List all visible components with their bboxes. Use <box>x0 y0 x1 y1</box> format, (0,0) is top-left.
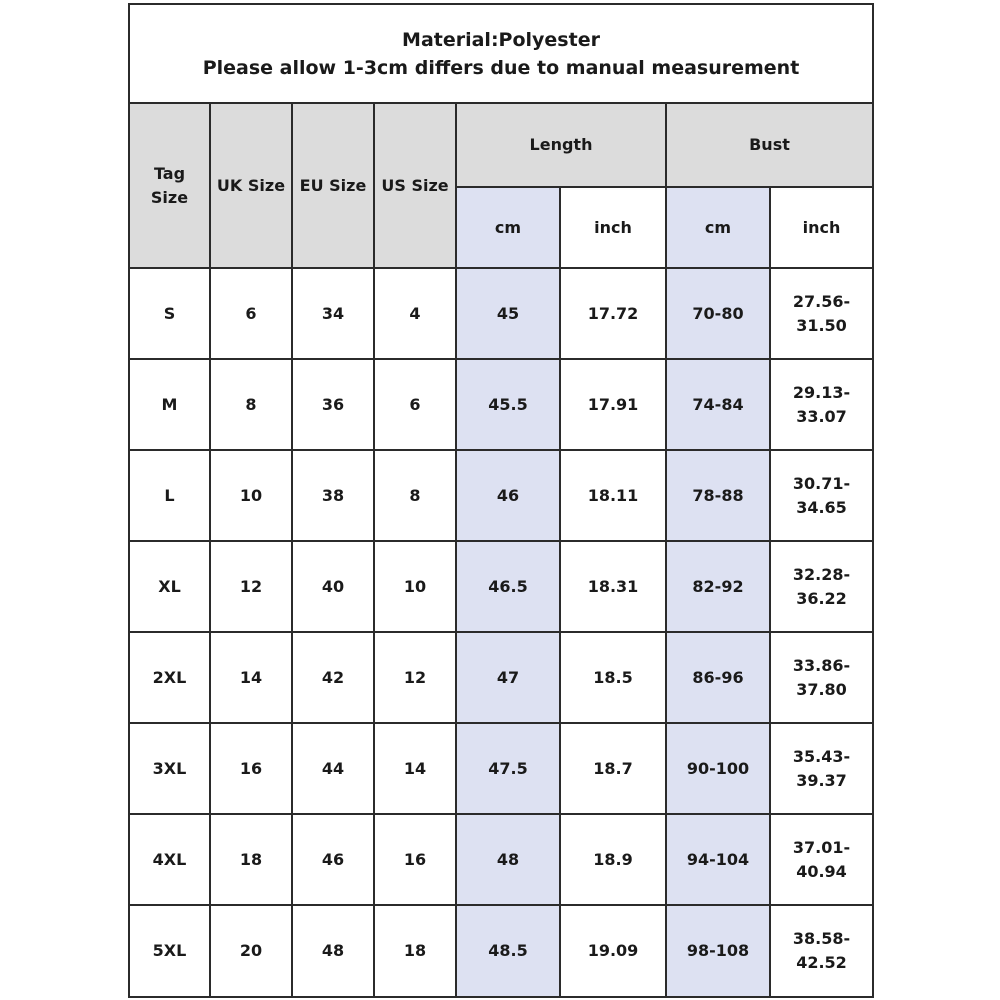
cell-eu-size: 44 <box>293 724 375 815</box>
cell-tag-size: 4XL <box>130 815 211 906</box>
cell-uk-size: 10 <box>211 451 293 542</box>
cell-eu-size: 34 <box>293 269 375 360</box>
cell-us-size: 14 <box>375 724 457 815</box>
cell-length-inch: 18.11 <box>561 451 667 542</box>
measurement-note: Please allow 1-3cm differs due to manual measurement <box>202 56 800 79</box>
cell-eu-size: 38 <box>293 451 375 542</box>
header-length-inch: inch <box>561 188 667 269</box>
cell-length-inch: 17.91 <box>561 360 667 451</box>
cell-length-inch: 18.31 <box>561 542 667 633</box>
cell-us-size: 4 <box>375 269 457 360</box>
cell-bust-cm: 82-92 <box>667 542 771 633</box>
cell-bust-cm: 98-108 <box>667 906 771 996</box>
header-us-size: US Size <box>375 104 457 269</box>
cell-us-size: 6 <box>375 360 457 451</box>
cell-length-inch: 18.5 <box>561 633 667 724</box>
cell-bust-inch: 32.28- 36.22 <box>771 542 872 633</box>
cell-tag-size: 3XL <box>130 724 211 815</box>
cell-bust-inch: 37.01- 40.94 <box>771 815 872 906</box>
cell-uk-size: 6 <box>211 269 293 360</box>
cell-uk-size: 20 <box>211 906 293 996</box>
cell-bust-inch: 35.43- 39.37 <box>771 724 872 815</box>
cell-tag-size: M <box>130 360 211 451</box>
cell-us-size: 12 <box>375 633 457 724</box>
header-uk-size: UK Size <box>211 104 293 269</box>
cell-tag-size: 2XL <box>130 633 211 724</box>
cell-us-size: 10 <box>375 542 457 633</box>
cell-bust-inch: 38.58- 42.52 <box>771 906 872 996</box>
cell-bust-cm: 74-84 <box>667 360 771 451</box>
cell-length-cm: 45.5 <box>457 360 561 451</box>
cell-bust-cm: 94-104 <box>667 815 771 906</box>
cell-bust-cm: 90-100 <box>667 724 771 815</box>
header-tag-size: Tag Size <box>130 104 211 269</box>
cell-bust-cm: 86-96 <box>667 633 771 724</box>
cell-eu-size: 40 <box>293 542 375 633</box>
cell-bust-inch: 30.71- 34.65 <box>771 451 872 542</box>
cell-length-inch: 18.9 <box>561 815 667 906</box>
cell-eu-size: 46 <box>293 815 375 906</box>
material-text: Material:Polyester <box>402 28 600 51</box>
cell-length-cm: 45 <box>457 269 561 360</box>
cell-us-size: 8 <box>375 451 457 542</box>
header-eu-size: EU Size <box>293 104 375 269</box>
header-length-cm: cm <box>457 188 561 269</box>
cell-length-cm: 48.5 <box>457 906 561 996</box>
cell-bust-inch: 33.86- 37.80 <box>771 633 872 724</box>
cell-tag-size: L <box>130 451 211 542</box>
cell-length-cm: 46.5 <box>457 542 561 633</box>
cell-uk-size: 16 <box>211 724 293 815</box>
cell-length-cm: 48 <box>457 815 561 906</box>
cell-bust-cm: 70-80 <box>667 269 771 360</box>
cell-tag-size: 5XL <box>130 906 211 996</box>
cell-eu-size: 42 <box>293 633 375 724</box>
cell-uk-size: 12 <box>211 542 293 633</box>
cell-us-size: 18 <box>375 906 457 996</box>
cell-length-cm: 47.5 <box>457 724 561 815</box>
cell-uk-size: 8 <box>211 360 293 451</box>
cell-eu-size: 48 <box>293 906 375 996</box>
header-bust-cm: cm <box>667 188 771 269</box>
cell-eu-size: 36 <box>293 360 375 451</box>
cell-uk-size: 18 <box>211 815 293 906</box>
header-length: Length <box>457 104 667 188</box>
cell-bust-inch: 29.13- 33.07 <box>771 360 872 451</box>
header-bust: Bust <box>667 104 872 188</box>
cell-length-inch: 18.7 <box>561 724 667 815</box>
size-chart <box>128 3 874 998</box>
chart-title <box>130 5 872 104</box>
header-bust-inch: inch <box>771 188 872 269</box>
cell-bust-inch: 27.56- 31.50 <box>771 269 872 360</box>
cell-length-inch: 17.72 <box>561 269 667 360</box>
cell-length-cm: 47 <box>457 633 561 724</box>
cell-tag-size: S <box>130 269 211 360</box>
cell-uk-size: 14 <box>211 633 293 724</box>
cell-length-inch: 19.09 <box>561 906 667 996</box>
cell-tag-size: XL <box>130 542 211 633</box>
cell-length-cm: 46 <box>457 451 561 542</box>
cell-us-size: 16 <box>375 815 457 906</box>
cell-bust-cm: 78-88 <box>667 451 771 542</box>
